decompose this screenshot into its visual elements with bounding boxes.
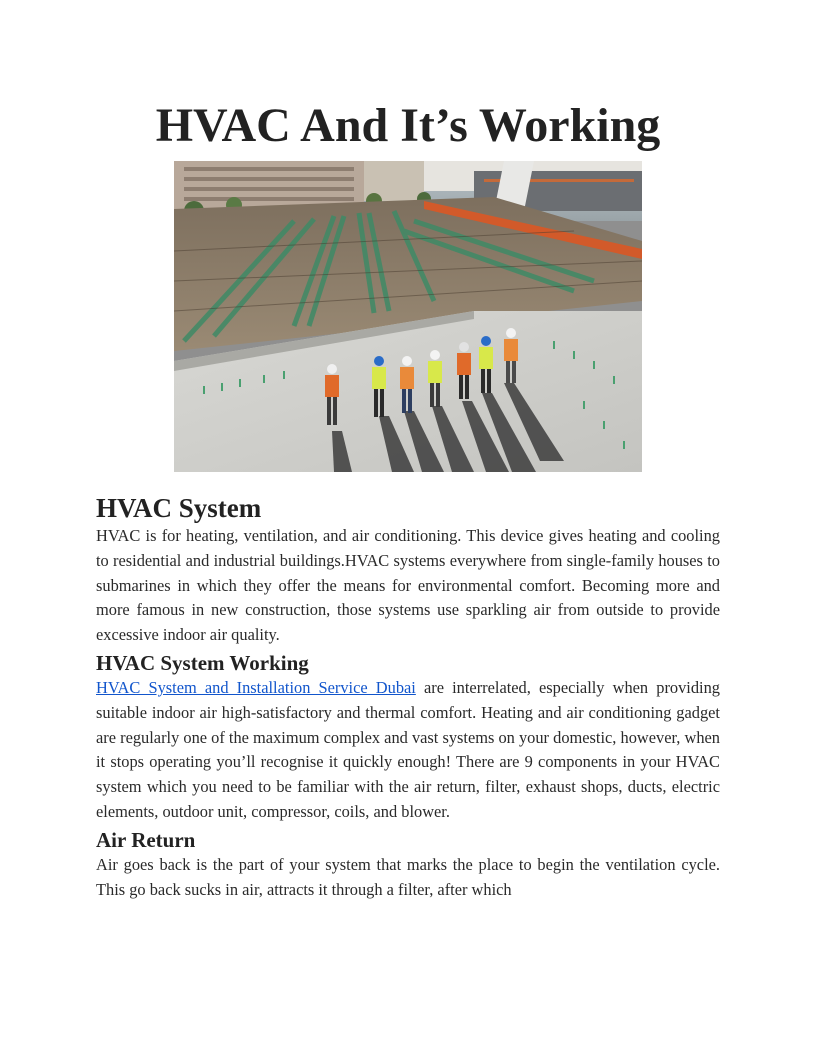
hvac-installation-dubai-link[interactable]: HVAC System and Installation Service Dubai — [96, 677, 416, 697]
section-paragraph-hvac-system-working — [96, 676, 720, 825]
section-paragraph-continuation: are interrelated, especially when providing suitable indoor air high-satisfactory and thermal comfort. Heating and air conditioning gadget are regularly one of the maximum complex and vast systems on your domestic, however, when it stops operating you’ll recognise it quickly enough! There are 9 components in your HVAC system which you need to be familiar with the air return, filter, exhaust shops, ducts, electric elements, outdoor unit, compressor, coils, and blower. — [96, 677, 720, 821]
section-heading-hvac-system: HVAC System — [96, 493, 262, 523]
section-heading-hvac-system-working: HVAC System Working — [96, 650, 309, 675]
hero-photo — [174, 161, 642, 472]
page-title: HVAC And It’s Working — [155, 99, 661, 152]
section-heading-air-return: Air Return — [96, 827, 196, 852]
section-paragraph-air-return: Air goes back is the part of your system that marks the place to begin the ventilation cycle. This go back sucks in air, attracts it through a filter, after which — [96, 854, 720, 899]
article-body — [96, 492, 720, 902]
section-paragraph-hvac-system: HVAC is for heating, ventilation, and air conditioning. This device gives heating and cooling to residential and industrial buildings.HVAC systems everywhere from single-family houses to submarines in which they offer the means for environmental comfort. Becoming more and more famous in new construction, those systems use sparkling air from outside to provide excessive indoor air quality. — [96, 526, 720, 645]
